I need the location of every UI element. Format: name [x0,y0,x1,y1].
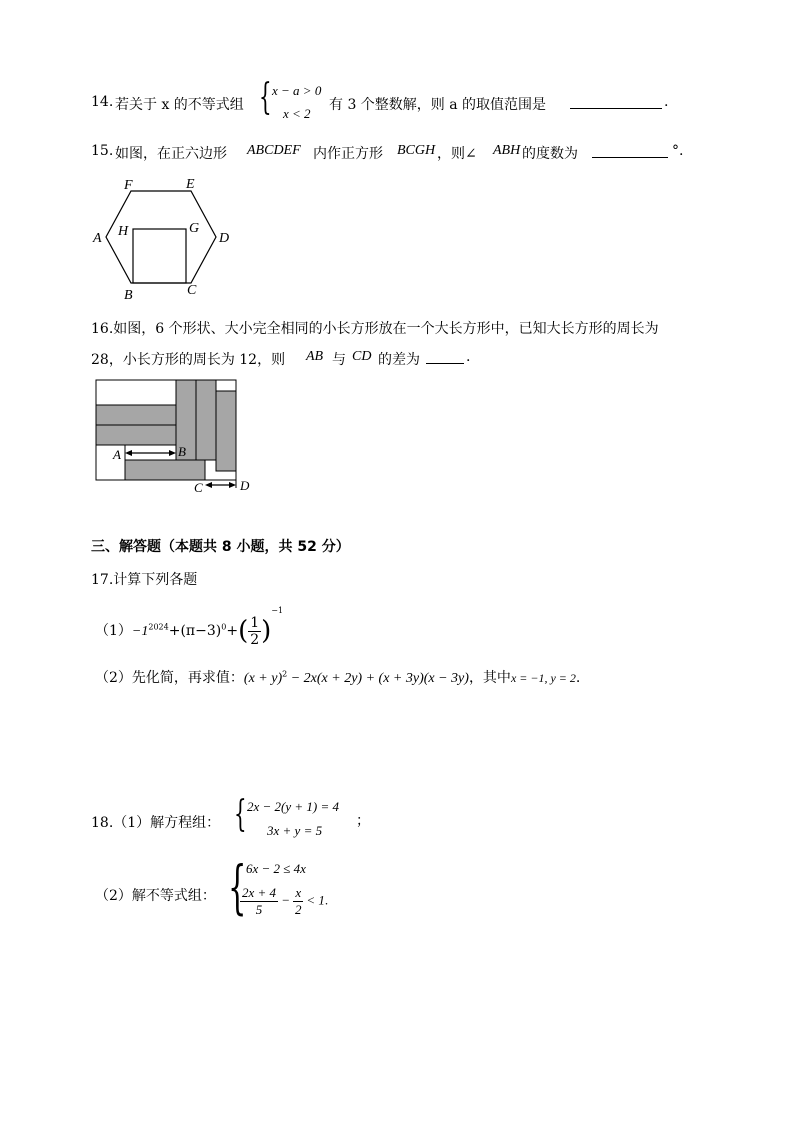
q18-p1-brace: { [234,794,247,835]
q14-sys-line2: x < 2 [283,106,311,121]
q18-p2-end: . [324,892,329,908]
q18-p1-end: ； [356,813,370,829]
q17-p1-fraction: $\frac{1}{2}$ [250,614,260,648]
q17-p1-term1: −1 [131,624,149,639]
label-F: F [124,178,133,193]
q16-line2b: 与 [332,352,346,368]
q14-answer-blank[interactable] [570,94,662,109]
q16-ab: AB [306,349,324,364]
q15-text4: 的度数为 [522,146,578,162]
q15-angle-name: ABH [493,143,521,158]
label-A: A [113,447,121,462]
q17-p2-label: （2）先化简，再求值： [95,670,244,686]
q16-cd: CD [352,349,372,364]
small-rect-h3 [125,460,205,480]
q18-p1-label: 18.（1）解方程组： [91,815,221,831]
q14-end: . [664,94,669,110]
q15-text1: 如图，在正六边形 [115,146,227,162]
q16-line2c: 的差为 [378,352,420,368]
label-D: D [240,478,250,493]
q17-p1-exp1: 2024 [148,622,169,632]
q17-part2 [95,667,580,687]
small-rect-v2 [196,380,216,460]
section-3-heading: 三、解答题（本题共 8 小题，共 52 分） [91,539,350,555]
small-rect-h1 [96,405,176,425]
q18-p2-frac2: $\frac{x}{2}$ [294,885,302,917]
label-G: G [189,221,200,236]
q15-end: °. [672,143,684,159]
q18-p2-frac1: $\frac{2x + 4}{5}$ [242,885,277,917]
small-rect-h2 [96,425,176,445]
q17-p1-term2: +(π−3) [168,623,222,639]
label-A: A [93,231,102,246]
label-H: H [118,224,129,239]
label-B: B [124,288,133,303]
label-C: C [194,480,203,495]
q15-square-name: BCGH [397,143,436,158]
q18-p2-eq1: 6x − 2 ≤ 4x [246,861,306,876]
label-C: C [187,283,197,298]
small-rect-v3 [216,391,236,471]
label-B: B [178,444,186,459]
q14-text-post: 有 3 个整数解，则 a 的取值范围是 [329,97,547,113]
q17-p2-mid: ，其中 [468,670,511,686]
q17-p1-label: （1） [95,623,132,639]
q18-p2-brace: { [228,853,247,921]
q18-p2-minus: − [281,892,291,908]
q15-hexagon-name: ABCDEF [247,143,301,158]
q17-title: 17.计算下列各题 [91,572,198,588]
q17-p1-plus: + [226,623,239,639]
hexagon-figure [88,172,238,307]
q18-p2-rel: < 1 [306,892,325,908]
q16-line2a: 28，小长方形的周长为 12，则 [91,352,286,368]
q16-answer-blank[interactable] [426,349,464,364]
q14-sys-line1: x − a > 0 [272,83,322,98]
q17-p1-exp3: −1 [271,606,284,615]
q17-part1: $(1)-1^{2024}+(\pi-3)^0+$( $\frac{1}{2}$ )$^{-1}$ [95,606,284,648]
label-E: E [186,177,195,192]
q17-p2-end: . [575,670,581,686]
q14-text-pre: 若关于 x 的不等式组 [115,97,244,113]
q15-text2: 内作正方形 [313,146,383,162]
q16-end: . [466,349,471,365]
q16-line1: 16.如图，6 个形状、大小完全相同的小长方形放在一个大长方形中，已知大长方形的周长为 [91,321,659,337]
label-D: D [219,231,230,246]
square-shape [133,229,186,283]
q18-p2-eq2 [240,885,328,918]
q14-number: 14. [91,94,114,110]
q18-p1-eq2: 3x + y = 5 [267,823,323,838]
q17-p1-exp2: 0 [221,622,227,632]
q17-p2-expr-b: − 2x(x + 2y) + (x + 3y)(x − 3y) [287,671,469,686]
q15-number: 15. [91,143,114,159]
q15-answer-blank[interactable] [592,143,668,158]
q14-brace: { [259,77,272,118]
q18-p2-label: （2）解不等式组： [95,888,216,904]
rectangles-figure [90,376,260,496]
q15-text3: ，则∠ [437,146,477,162]
q17-p2-expr-a: (x + y) [243,671,283,686]
q17-p2-exp: 2 [282,669,288,679]
q17-p2-values: x = −1, y = 2 [510,671,576,685]
q18-p1-eq1: 2x − 2(y + 1) = 4 [247,799,340,814]
